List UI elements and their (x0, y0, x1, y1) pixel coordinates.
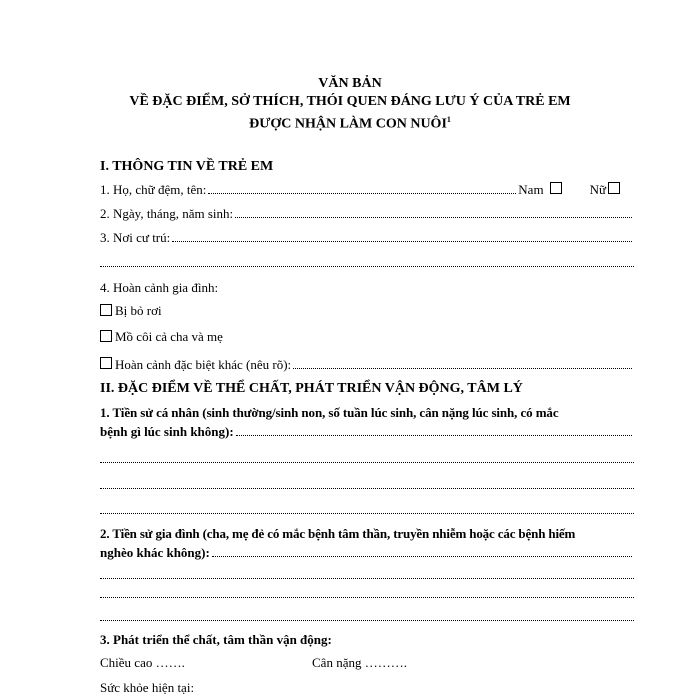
q1-field-line-3[interactable] (100, 488, 634, 489)
q1-field-line-4[interactable] (100, 513, 634, 514)
height-label: Chiều cao ……. (100, 655, 185, 670)
q2-field-line-3[interactable] (100, 597, 634, 598)
residence-row (100, 230, 634, 246)
special-field[interactable] (293, 357, 632, 369)
male-label: Nam (518, 182, 544, 197)
q1-field-line-2[interactable] (100, 462, 634, 463)
female-checkbox[interactable] (608, 182, 620, 194)
q3-heading: 3. Phát triển thể chất, tâm thần vận động: (100, 632, 332, 647)
document-subtitle: VỀ ĐẶC ĐIỂM, SỞ THÍCH, THÓI QUEN ĐÁNG LƯU Ý CỦA TRẺ EM (129, 94, 571, 109)
q2-line-2 (100, 545, 634, 561)
residence-field-line-2[interactable] (100, 266, 634, 267)
special-label: Hoàn cảnh đặc biệt khác (nêu rõ): (115, 357, 292, 372)
female-label: Nữ (589, 182, 606, 197)
q2-field-line-2[interactable] (100, 578, 634, 579)
orphan-label: Mồ côi cả cha và mẹ (115, 329, 223, 344)
dob-row (100, 206, 634, 222)
dob-label: 2. Ngày, tháng, năm sinh: (100, 206, 234, 221)
section-2-heading: II. ĐẶC ĐIỂM VỀ THỂ CHẤT, PHÁT TRIỂN VẬN ĐỘNG, TÂM LÝ (100, 381, 523, 396)
q1-line-1: 1. Tiền sử cá nhân (sinh thường/sinh non, số tuần lúc sinh, cân nặng lúc sinh, có mắc (100, 405, 559, 420)
male-checkbox[interactable] (550, 182, 562, 194)
q1-field[interactable] (236, 424, 632, 436)
q1-label: bệnh gì lúc sinh không): (100, 424, 234, 439)
section-1-heading: I. THÔNG TIN VỀ TRẺ EM (100, 159, 274, 174)
orphan-checkbox[interactable] (100, 330, 112, 342)
q2-label: nghèo khác không): (100, 545, 210, 560)
option-special[interactable] (100, 357, 634, 373)
weight-label: Cân nặng ………. (312, 655, 407, 670)
residence-field[interactable] (172, 230, 632, 242)
document-title: VĂN BẢN (318, 76, 382, 91)
health-label: Sức khỏe hiện tại: (100, 680, 195, 695)
footnote-marker: 1 (446, 115, 451, 124)
q1-line-2 (100, 424, 634, 440)
option-abandoned[interactable] (100, 303, 634, 319)
abandoned-label: Bị bỏ rơi (115, 303, 162, 318)
family-label: 4. Hoàn cảnh gia đình: (100, 280, 219, 295)
subtitle-text: ĐƯỢC NHẬN LÀM CON NUÔI (249, 116, 447, 132)
dob-field[interactable] (235, 206, 632, 218)
q2-field[interactable] (212, 545, 632, 557)
abandoned-checkbox[interactable] (100, 304, 112, 316)
q2-field-line-4[interactable] (100, 620, 634, 621)
name-row (100, 182, 634, 198)
q2-line-1: 2. Tiền sử gia đình (cha, mẹ đẻ có mắc bệnh tâm thần, truyền nhiễm hoặc các bệnh hiếm (100, 526, 576, 541)
option-orphan[interactable] (100, 329, 634, 345)
document-subtitle-2 (0, 112, 700, 133)
name-field[interactable] (208, 182, 516, 194)
special-checkbox[interactable] (100, 357, 112, 369)
name-label: 1. Họ, chữ đệm, tên: (100, 182, 207, 197)
residence-label: 3. Nơi cư trú: (100, 230, 171, 245)
